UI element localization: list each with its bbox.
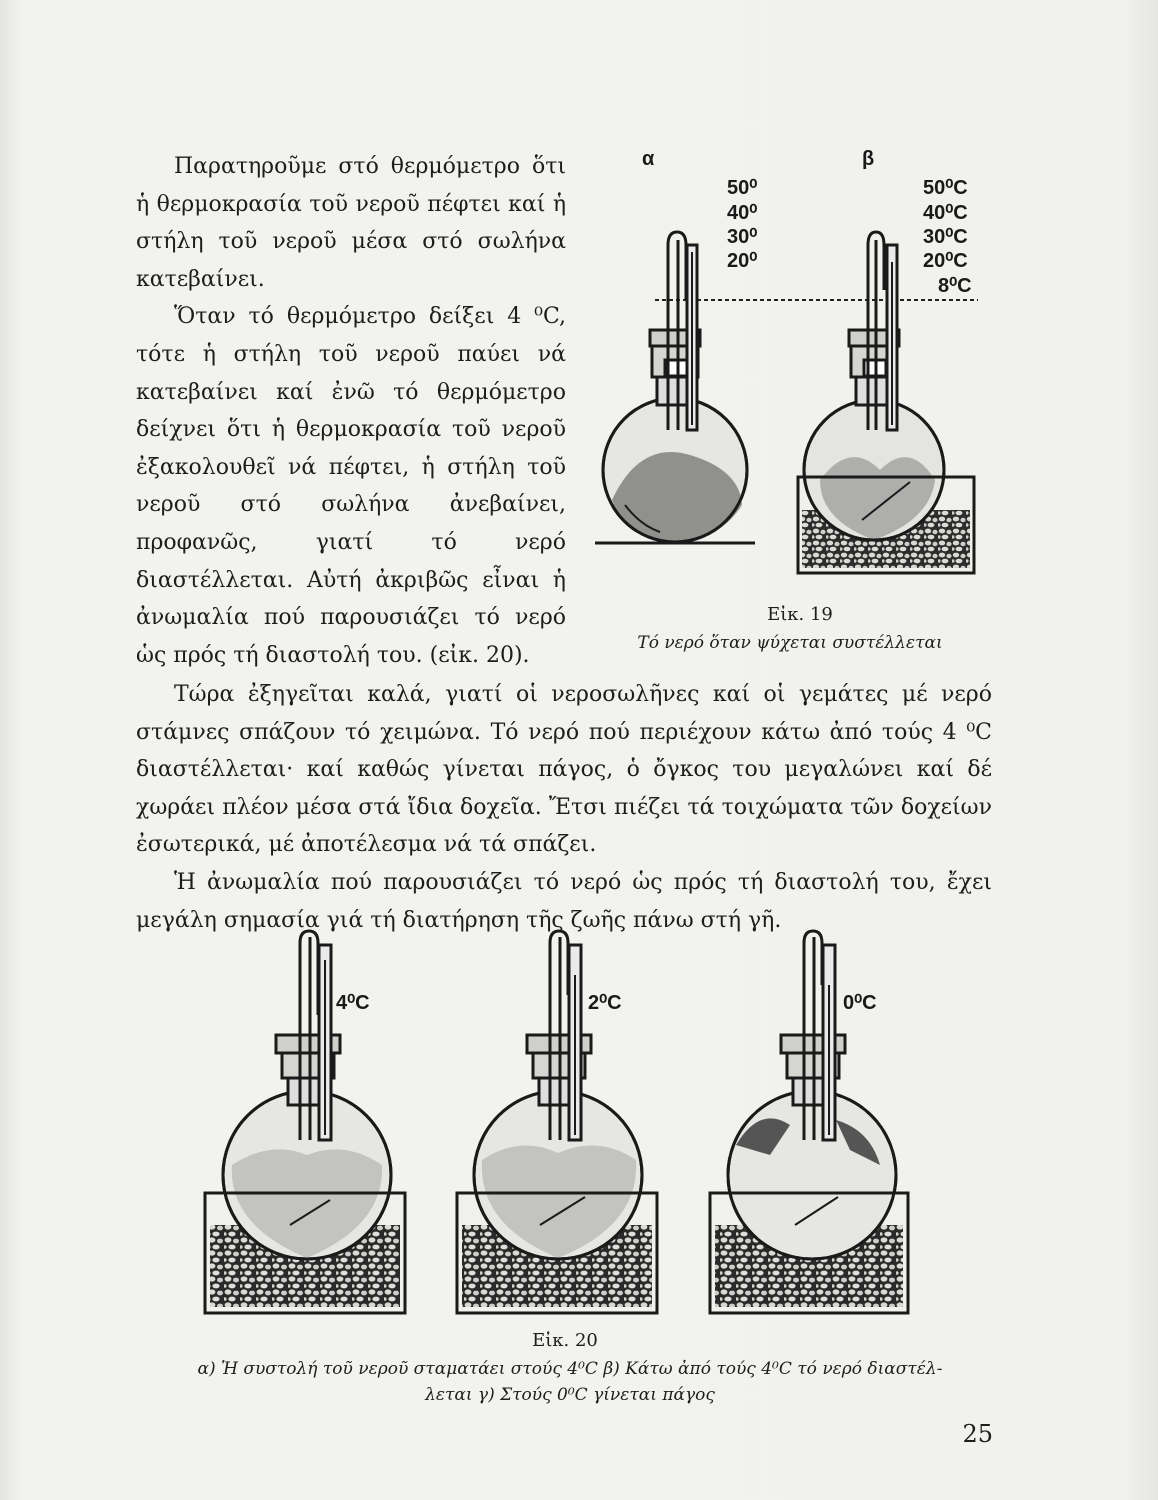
scale-a-30: 30⁰ bbox=[727, 226, 758, 248]
scale-b-30: 30⁰C bbox=[923, 226, 968, 248]
label-a: α bbox=[642, 148, 655, 170]
paragraph-4: Ἡ ἀνωμαλία πού παρουσιάζει τό νερό ὡς πρός τή διαστολή του, ἔχει μεγάλη σημασία γιά τή διατήρηση τῆς ζωῆς πάνω στή γῆ. bbox=[136, 869, 992, 933]
scale-b-8: 8⁰C bbox=[938, 275, 972, 297]
label-b: β bbox=[862, 148, 875, 170]
flask-a bbox=[595, 232, 758, 543]
flask-4c bbox=[205, 931, 405, 1313]
scale-b-20: 20⁰C bbox=[923, 250, 968, 272]
paragraph-3: Τώρα ἐξηγεῖται καλά, γιατί οἱ νεροσωλῆνες καί οἱ γεμάτες μέ νερό στάμνες σπάζουν τό χειμώνα. Τό νερό πού περιέχουν κάτω ἀπό τούς 4 ⁰C διαστέλλεται· καί καθώς γίνεται πάγος, ὁ ὄγκος του μεγαλώνει καί δέ χωράει πλέον μέσα στά ἴδια δοχεῖα. Ἔτσι πιέζει τά τοιχώματα τῶν δοχείων ἐσωτερικά, μέ ἀποτέλεσμα νά τά σπάζει. bbox=[136, 682, 992, 858]
scale-a-40: 40⁰ bbox=[727, 202, 758, 224]
scale-b-50: 50⁰C bbox=[923, 177, 968, 199]
figure-20-drawing bbox=[0, 925, 1158, 1325]
scale-a-20: 20⁰ bbox=[727, 250, 758, 272]
figure-20-label: Εἰκ. 20 bbox=[532, 1330, 598, 1351]
figure-20-caption-line1: α) Ἡ συστολή τοῦ νεροῦ σταματάει στούς 4⁰C β) Κάτω ἀπό τούς 4⁰C τό νερό διαστέλ- bbox=[197, 1359, 943, 1379]
full-width-text bbox=[136, 676, 992, 939]
paragraph-1: Παρατηροῦμε στό θερμόμετρο ὅτι ἡ θερμοκρασία τοῦ νεροῦ πέφτει καί ἡ στήλη τοῦ νεροῦ μέσα στό σωλήνα κατεβαίνει. bbox=[136, 154, 566, 292]
figure-19-caption: Τό νερό ὅταν ψύχεται συστέλλεται bbox=[637, 633, 943, 653]
flask-2c bbox=[457, 931, 657, 1313]
page-number: 25 bbox=[962, 1420, 993, 1448]
figure-19-label: Εἰκ. 19 bbox=[767, 604, 833, 625]
scale-a-50: 50⁰ bbox=[727, 177, 758, 199]
scale-b-40: 40⁰C bbox=[923, 202, 968, 224]
figure-20-caption-line2: λεται γ) Στούς 0⁰C γίνεται πάγος bbox=[425, 1385, 715, 1405]
temp-4c: 4⁰C bbox=[336, 992, 370, 1014]
paragraph-2: Ὅταν τό θερμόμετρο δείξει 4 ⁰C, τότε ἡ στήλη τοῦ νεροῦ παύει νά κατεβαίνει καί ἐνῶ τό θερμόμετρο δείχνει ὅτι ἡ θερμοκρασία τοῦ νεροῦ ἐξακολουθεῖ νά πέφτει, ἡ στήλη τοῦ νεροῦ στό σωλήνα ἀνεβαίνει, προφανῶς, γιατί τό νερό διαστέλλεται. Αὐτή ἀκριβῶς εἶναι ἡ ἀνωμαλία πού παρουσιάζει τό νερό ὡς πρός τή διαστολή του. (εἰκ. 20). bbox=[136, 304, 566, 668]
flask-0c bbox=[710, 931, 908, 1313]
flask-b bbox=[798, 232, 974, 573]
figure-19-drawing bbox=[0, 0, 1158, 640]
temp-2c: 2⁰C bbox=[588, 992, 622, 1014]
figure-20-caption bbox=[130, 1356, 1010, 1408]
temp-0c: 0⁰C bbox=[843, 992, 877, 1014]
